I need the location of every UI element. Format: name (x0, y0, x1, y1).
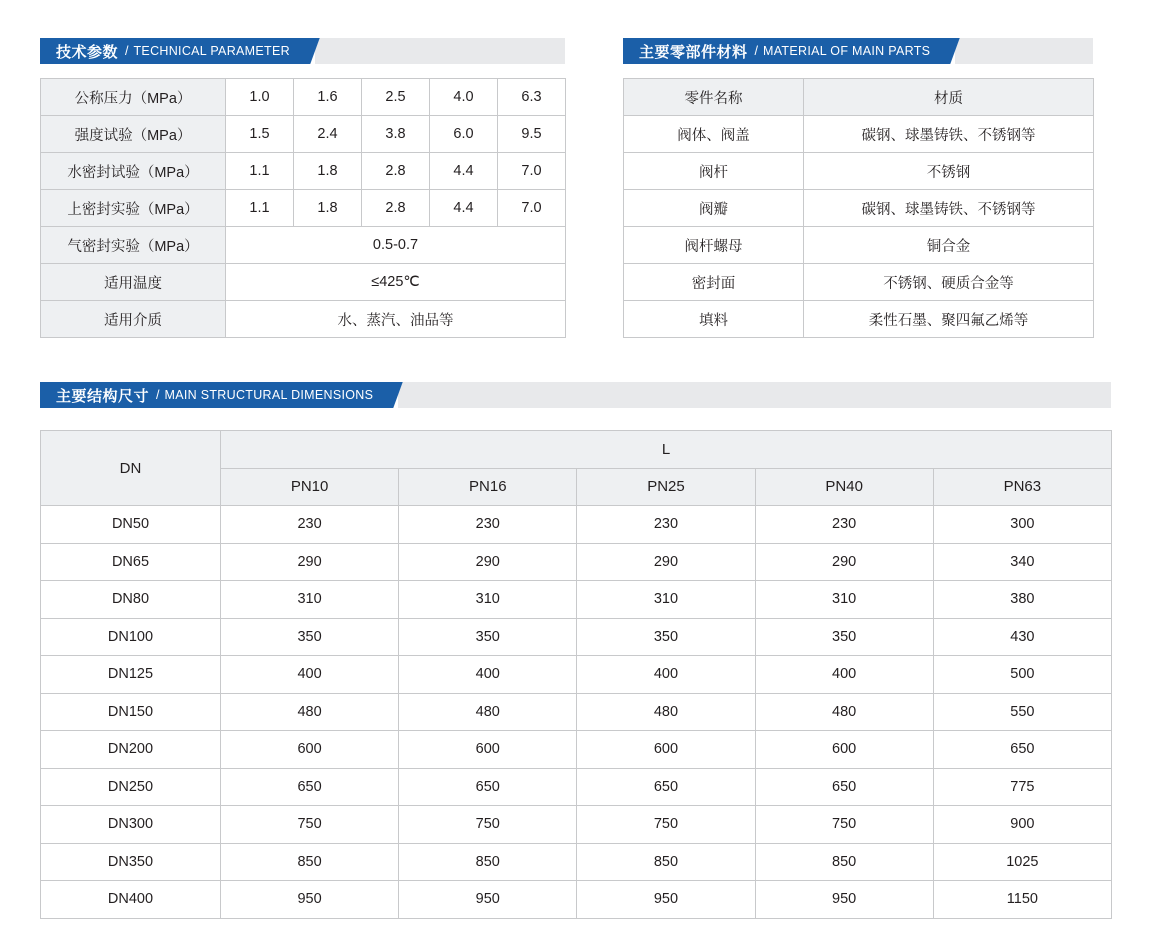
material-section (623, 38, 1093, 338)
dimensions-length-value: 480 (755, 693, 933, 731)
table-row (624, 116, 1094, 153)
technical-parameter-value: 2.4 (294, 116, 362, 153)
material-title-separator: / (754, 44, 758, 58)
table-row (41, 116, 566, 153)
dimensions-dn-value: DN300 (41, 806, 221, 844)
dimensions-length-value: 290 (221, 543, 399, 581)
technical-parameter-table-wrap (40, 78, 565, 338)
dimensions-dn-value: DN350 (41, 843, 221, 881)
material-part-material: 不锈钢 (804, 153, 1094, 190)
technical-parameter-value: 水、蒸汽、油品等 (226, 301, 566, 338)
dimensions-length-value: 1025 (933, 843, 1111, 881)
dimensions-column-header-pn40: PN40 (755, 468, 933, 506)
dimensions-length-value: 750 (221, 806, 399, 844)
dimensions-length-value: 850 (577, 843, 755, 881)
technical-parameter-value: 6.3 (498, 79, 566, 116)
dimensions-column-header-pn63: PN63 (933, 468, 1111, 506)
technical-parameter-value: 1.5 (226, 116, 294, 153)
material-part-name: 密封面 (624, 264, 804, 301)
material-title-en: MATERIAL OF MAIN PARTS (763, 44, 931, 58)
dimensions-length-value: 750 (577, 806, 755, 844)
material-part-material: 碳钢、球墨铸铁、不锈钢等 (804, 190, 1094, 227)
dimensions-length-value: 310 (577, 581, 755, 619)
dimensions-length-value: 600 (399, 731, 577, 769)
material-table (623, 78, 1094, 338)
material-title-cn: 主要零部件材料 (639, 43, 748, 61)
technical-parameter-value: 1.8 (294, 190, 362, 227)
dimensions-dn-value: DN200 (41, 731, 221, 769)
technical-parameter-value: 2.8 (362, 153, 430, 190)
table-row (41, 153, 566, 190)
technical-parameter-label: 适用温度 (41, 264, 226, 301)
table-row (41, 768, 1112, 806)
table-row (41, 731, 1112, 769)
technical-parameter-label: 强度试验（MPa） (41, 116, 226, 153)
dimensions-length-value: 400 (755, 656, 933, 694)
material-header (623, 38, 1093, 64)
dimensions-title-separator: / (156, 388, 160, 402)
dimensions-length-value: 480 (399, 693, 577, 731)
technical-parameter-value: 1.1 (226, 190, 294, 227)
dimensions-length-value: 550 (933, 693, 1111, 731)
dimensions-header (40, 382, 1111, 408)
technical-parameter-value: 4.4 (430, 190, 498, 227)
dimensions-length-value: 340 (933, 543, 1111, 581)
table-row (41, 543, 1112, 581)
material-title-bar (623, 38, 944, 64)
table-row (624, 227, 1094, 264)
table-row (41, 301, 566, 338)
dimensions-length-value: 300 (933, 506, 1111, 544)
technical-parameter-value: 0.5-0.7 (226, 227, 566, 264)
technical-parameter-label: 上密封实验（MPa） (41, 190, 226, 227)
dimensions-dn-value: DN65 (41, 543, 221, 581)
top-sections (0, 38, 1151, 338)
dimensions-length-value: 750 (399, 806, 577, 844)
table-row (624, 153, 1094, 190)
material-column-header: 材质 (804, 79, 1094, 116)
technical-parameter-header-tail (315, 38, 565, 64)
dimensions-length-value: 350 (577, 618, 755, 656)
technical-parameter-value: 7.0 (498, 153, 566, 190)
dimensions-length-value: 600 (577, 731, 755, 769)
technical-parameter-header (40, 38, 565, 64)
technical-parameter-label: 适用介质 (41, 301, 226, 338)
technical-parameter-value: ≤425℃ (226, 264, 566, 301)
table-row (41, 190, 566, 227)
dimensions-dn-value: DN150 (41, 693, 221, 731)
table-row (41, 581, 1112, 619)
dimensions-dn-value: DN400 (41, 881, 221, 919)
technical-parameter-value: 1.1 (226, 153, 294, 190)
dimensions-column-header-pn10: PN10 (221, 468, 399, 506)
dimensions-length-value: 750 (755, 806, 933, 844)
dimensions-group-header: L (221, 431, 1112, 469)
dimensions-length-value: 650 (577, 768, 755, 806)
technical-parameter-section (40, 38, 565, 338)
material-table-wrap (623, 78, 1093, 338)
dimensions-length-value: 230 (221, 506, 399, 544)
dimensions-length-value: 310 (399, 581, 577, 619)
technical-parameter-value: 2.5 (362, 79, 430, 116)
table-row (41, 79, 566, 116)
material-part-material: 柔性石墨、聚四氟乙烯等 (804, 301, 1094, 338)
table-row (624, 190, 1094, 227)
technical-parameter-value: 6.0 (430, 116, 498, 153)
material-part-name: 阀杆螺母 (624, 227, 804, 264)
material-part-material: 碳钢、球墨铸铁、不锈钢等 (804, 116, 1094, 153)
dimensions-length-value: 350 (755, 618, 933, 656)
dimensions-length-value: 600 (221, 731, 399, 769)
table-row (41, 618, 1112, 656)
table-row (41, 881, 1112, 919)
table-header-row (41, 431, 1112, 469)
table-row (41, 806, 1112, 844)
technical-parameter-value: 1.6 (294, 79, 362, 116)
dimensions-length-value: 380 (933, 581, 1111, 619)
dimensions-dn-value: DN50 (41, 506, 221, 544)
material-part-name: 阀杆 (624, 153, 804, 190)
technical-parameter-value: 7.0 (498, 190, 566, 227)
dimensions-length-value: 350 (221, 618, 399, 656)
dimensions-length-value: 290 (577, 543, 755, 581)
table-header-row (624, 79, 1094, 116)
technical-parameter-label: 水密封试验（MPa） (41, 153, 226, 190)
dimensions-length-value: 650 (399, 768, 577, 806)
dimensions-length-value: 290 (399, 543, 577, 581)
technical-parameter-label: 气密封实验（MPa） (41, 227, 226, 264)
table-row (41, 843, 1112, 881)
dimensions-length-value: 650 (755, 768, 933, 806)
dimensions-length-value: 230 (755, 506, 933, 544)
technical-parameter-value: 4.4 (430, 153, 498, 190)
dimensions-title-cn: 主要结构尺寸 (56, 387, 150, 405)
technical-parameter-title-separator: / (125, 44, 129, 58)
material-header-tail (955, 38, 1093, 64)
dimensions-column-header-pn25: PN25 (577, 468, 755, 506)
dimensions-length-value: 850 (755, 843, 933, 881)
dimensions-length-value: 230 (577, 506, 755, 544)
dimensions-length-value: 290 (755, 543, 933, 581)
dimensions-dn-value: DN250 (41, 768, 221, 806)
dimensions-header-tail (398, 382, 1111, 408)
dimensions-length-value: 950 (755, 881, 933, 919)
material-part-material: 铜合金 (804, 227, 1094, 264)
dimensions-length-value: 600 (755, 731, 933, 769)
technical-parameter-title-bar (40, 38, 304, 64)
material-column-header: 零件名称 (624, 79, 804, 116)
dimensions-length-value: 775 (933, 768, 1111, 806)
technical-parameter-table (40, 78, 566, 338)
dimensions-length-value: 480 (221, 693, 399, 731)
dimensions-length-value: 400 (221, 656, 399, 694)
dimensions-table (40, 430, 1112, 919)
dimensions-length-value: 650 (221, 768, 399, 806)
dimensions-length-value: 400 (399, 656, 577, 694)
material-part-name: 阀体、阀盖 (624, 116, 804, 153)
table-row (41, 227, 566, 264)
material-part-material: 不锈钢、硬质合金等 (804, 264, 1094, 301)
technical-parameter-value: 1.0 (226, 79, 294, 116)
dimensions-length-value: 650 (933, 731, 1111, 769)
dimensions-dn-value: DN100 (41, 618, 221, 656)
dimensions-length-value: 1150 (933, 881, 1111, 919)
dimensions-dn-value: DN80 (41, 581, 221, 619)
dimensions-section (0, 382, 1151, 919)
dimensions-title-en: MAIN STRUCTURAL DIMENSIONS (164, 388, 374, 402)
table-row (41, 693, 1112, 731)
technical-parameter-value: 9.5 (498, 116, 566, 153)
dimensions-length-value: 430 (933, 618, 1111, 656)
technical-parameter-value: 4.0 (430, 79, 498, 116)
dimensions-length-value: 950 (399, 881, 577, 919)
technical-parameter-value: 1.8 (294, 153, 362, 190)
dimensions-length-value: 480 (577, 693, 755, 731)
material-part-name: 阀瓣 (624, 190, 804, 227)
technical-parameter-value: 3.8 (362, 116, 430, 153)
dimensions-length-value: 310 (221, 581, 399, 619)
dimensions-title-bar (40, 382, 387, 408)
table-row (624, 264, 1094, 301)
dimensions-length-value: 310 (755, 581, 933, 619)
technical-parameter-title-cn: 技术参数 (56, 43, 119, 61)
dimensions-length-value: 950 (577, 881, 755, 919)
table-row (41, 264, 566, 301)
dimensions-length-value: 500 (933, 656, 1111, 694)
material-part-name: 填料 (624, 301, 804, 338)
dimensions-length-value: 230 (399, 506, 577, 544)
dimensions-length-value: 350 (399, 618, 577, 656)
technical-parameter-label: 公称压力（MPa） (41, 79, 226, 116)
technical-parameter-title-en: TECHNICAL PARAMETER (133, 44, 290, 58)
dimensions-dn-value: DN125 (41, 656, 221, 694)
dimensions-length-value: 950 (221, 881, 399, 919)
dimensions-length-value: 900 (933, 806, 1111, 844)
table-row (41, 656, 1112, 694)
dimensions-column-header-pn16: PN16 (399, 468, 577, 506)
dimensions-length-value: 850 (399, 843, 577, 881)
table-row (41, 506, 1112, 544)
technical-parameter-value: 2.8 (362, 190, 430, 227)
dimensions-length-value: 850 (221, 843, 399, 881)
dimensions-dn-header: DN (41, 431, 221, 506)
table-row (624, 301, 1094, 338)
dimensions-length-value: 400 (577, 656, 755, 694)
